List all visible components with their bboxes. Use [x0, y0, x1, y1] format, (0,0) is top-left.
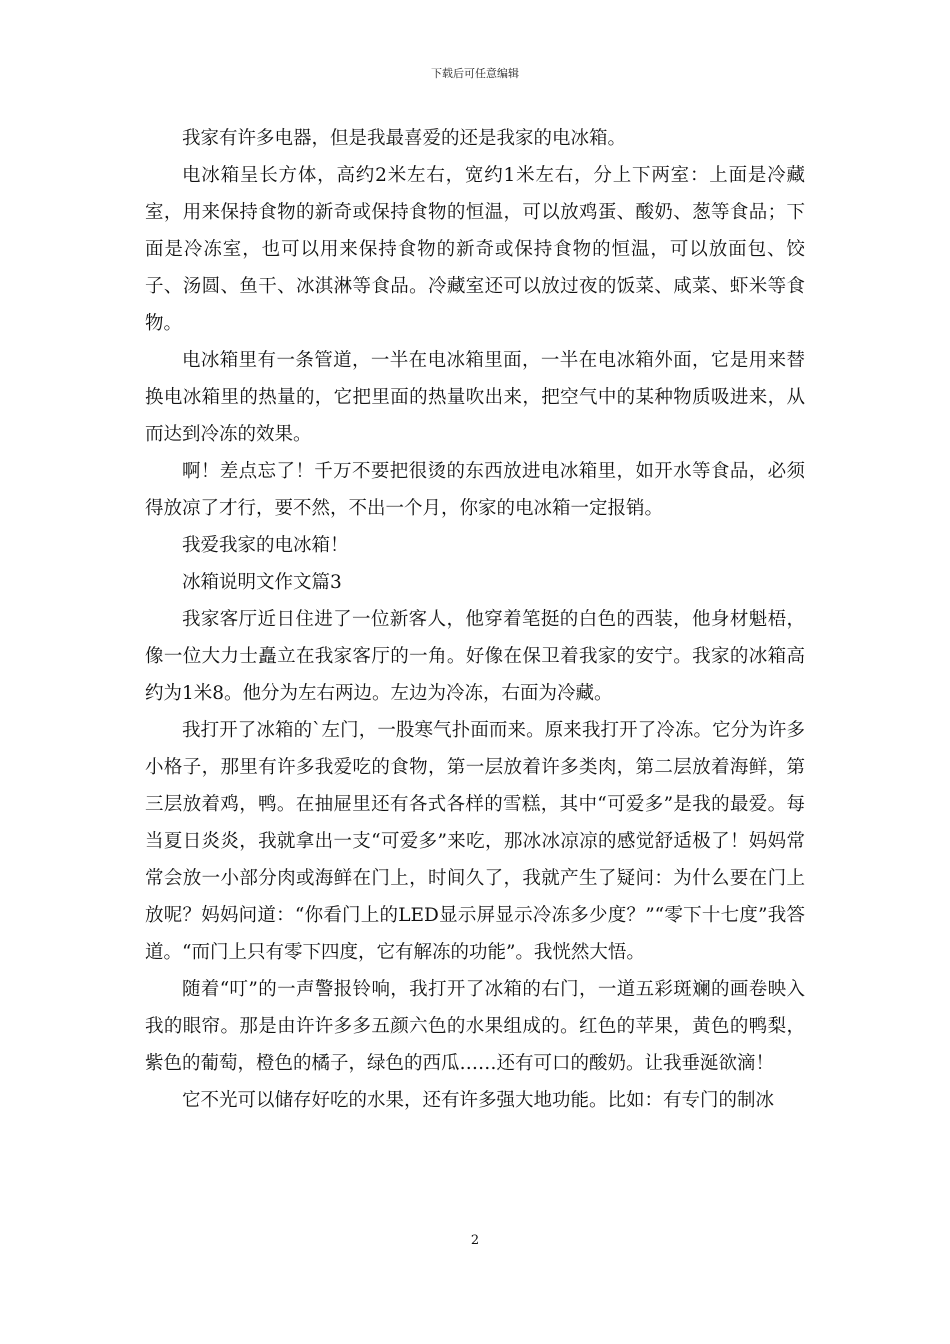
paragraph: 我家有许多电器，但是我最喜爱的还是我家的电冰箱。: [182, 128, 627, 149]
paragraph: 电冰箱里有一条管道，一半在电冰箱里面，一半在电冰箱外面，它是用来替换电冰箱里的热量的，它把里面的热量吹出来，把空气中的某种物质吸进来，从而达到冷冻的效果。: [145, 350, 805, 445]
paragraph: 电冰箱呈长方体，高约2米左右，宽约1米左右，分上下两室：上面是冷藏室，用来保持食物的新奇或保持食物的恒温，可以放鸡蛋、酸奶、葱等食品；下面是冷冻室，也可以用来保持食物的新奇或保持食物的恒温，可以放面包、饺子、汤圆、鱼干、冰淇淋等食品。冷藏室还可以放过夜的饭菜、咸菜、虾米等食物。: [145, 165, 805, 334]
page-header: 下载后可任意编辑: [431, 67, 519, 80]
section-title: 冰箱说明文作文篇3: [182, 572, 342, 593]
paragraph: 我爱我家的电冰箱！: [182, 535, 349, 556]
document-body: [145, 120, 805, 1119]
paragraph: 它不光可以储存好吃的水果，还有许多强大地功能。比如：有专门的制冰: [182, 1090, 775, 1111]
paragraph: 我家客厅近日住进了一位新客人，他穿着笔挺的白色的西装，他身材魁梧，像一位大力士矗立在我家客厅的一角。好像在保卫着我家的安宁。我家的冰箱高约为1米8。他分为左右两边。左边为冷冻，右面为冷藏。: [145, 609, 805, 704]
paragraph: 随着“叮”的一声警报铃响，我打开了冰箱的右门，一道五彩斑斓的画卷映入我的眼帘。那是由许许多多五颜六色的水果组成的。红色的苹果，黄色的鸭梨，紫色的葡萄，橙色的橘子，绿色的西瓜……还有可口的酸奶。让我垂涎欲滴！: [145, 979, 805, 1074]
page-number: 2: [470, 1233, 480, 1248]
paragraph: 我打开了冰箱的`左门，一股寒气扑面而来。原来我打开了冷冻。它分为许多小格子，那里有许多我爱吃的食物，第一层放着许多类肉，第二层放着海鲜，第三层放着鸡，鸭。在抽屉里还有各式各样的雪糕，其中“可爱多”是我的最爱。每当夏日炎炎，我就拿出一支“可爱多”来吃，那冰冰凉凉的感觉舒适极了！妈妈常常会放一小部分肉或海鲜在门上，时间久了，我就产生了疑问：为什么要在门上放呢？妈妈问道：“你看门上的LED显示屏显示冷冻多少度？”“零下十七度”我答道。“而门上只有零下四度，它有解冻的功能”。我恍然大悟。: [145, 720, 805, 963]
paragraph: 啊！差点忘了！千万不要把很烫的东西放进电冰箱里，如开水等食品，必须得放凉了才行，要不然，不出一个月，你家的电冰箱一定报销。: [145, 461, 805, 519]
